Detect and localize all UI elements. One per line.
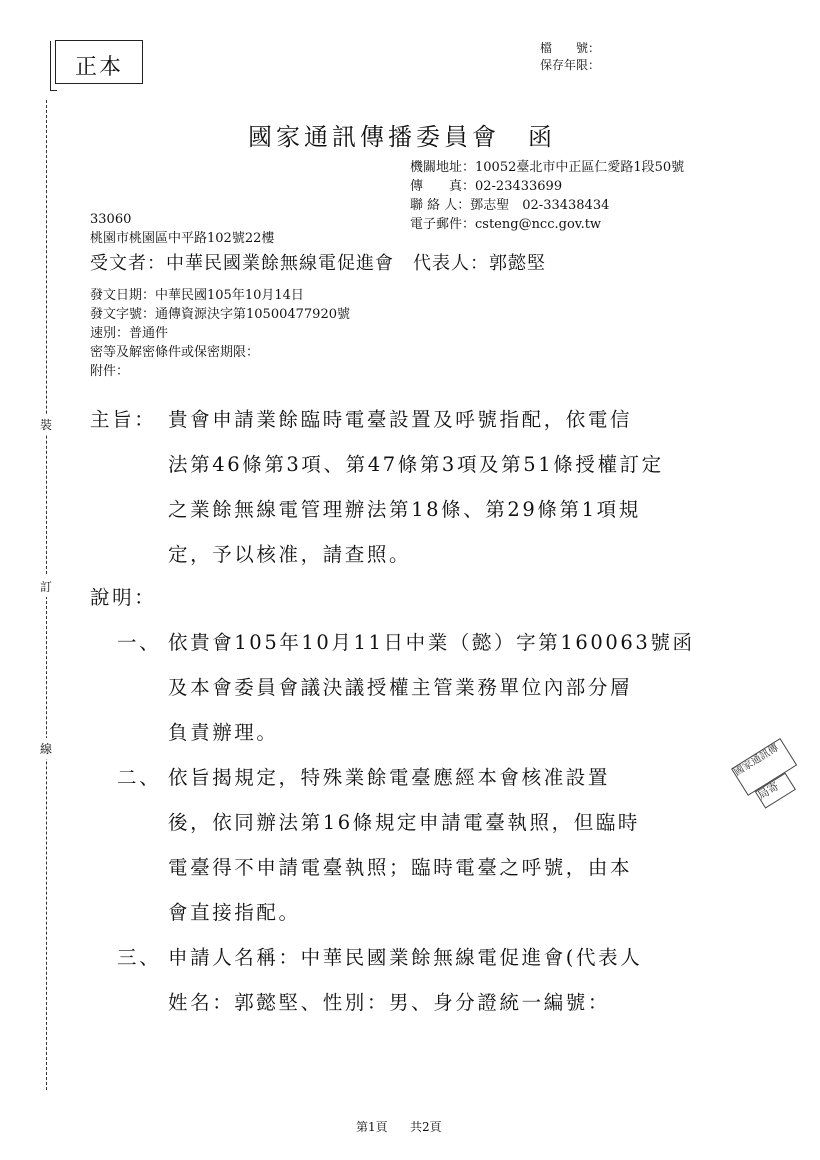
- agency-fax: 傳 真：02-23433699: [410, 179, 563, 194]
- subject-label: 主旨：: [90, 408, 157, 431]
- agency-address: 機關地址：10052臺北市中正區仁愛路1段50號: [410, 160, 685, 175]
- explanation-item-line: 電臺得不申請電臺執照；臨時電臺之呼號，由本: [168, 856, 633, 879]
- explanation-label: 說明：: [90, 586, 157, 609]
- explanation-item-marker: 一、: [117, 631, 162, 654]
- issue-speed: 速別：普通件: [90, 326, 169, 341]
- explanation-item-marker: 三、: [117, 946, 162, 969]
- explanation-item-line: 申請人名稱：中華民國業餘無線電促進會(代表人: [168, 946, 643, 969]
- retention-period-label: 保存年限：: [540, 58, 601, 72]
- binding-mark-ding: 訂: [40, 576, 52, 597]
- binding-mark-xian: 線: [40, 738, 52, 759]
- original-copy-stamp: [55, 40, 143, 84]
- footer-total-pages: 共2頁: [410, 1120, 442, 1134]
- agency-email: 電子郵件：csteng@ncc.gov.tw: [410, 217, 602, 232]
- explanation-item-line: 後，依同辦法第16條規定申請電臺執照，但臨時: [168, 811, 641, 834]
- document-title: 國家通訊傳播委員會 函: [248, 123, 556, 151]
- explanation-item-line: 負責辦理。: [168, 721, 279, 744]
- recipient-line: 受文者：中華民國業餘無線電促進會 代表人：郭懿堅: [90, 253, 546, 274]
- footer-page-number: 第1頁: [356, 1120, 388, 1134]
- recipient-postal-code: 33060: [90, 212, 132, 227]
- explanation-item-marker: 二、: [117, 766, 162, 789]
- subject-line: 定，予以核准，請查照。: [168, 543, 412, 566]
- recipient-address: 桃園市桃園區中平路102號22樓: [90, 231, 275, 246]
- subject-line: 法第46條第3項、第47條第3項及第51條授權訂定: [168, 453, 664, 476]
- agency-seal-stamp: [729, 735, 813, 822]
- explanation-item-line: 會直接指配。: [168, 901, 301, 924]
- issue-secrecy: 密等及解密條件或保密期限：: [90, 345, 260, 360]
- seal-text-top: 國家通訊傳: [731, 738, 797, 796]
- explanation-item-line: 依旨揭規定，特殊業餘電臺應經本會核准設置: [168, 766, 611, 789]
- binding-mark-zhuang: 裝: [40, 414, 52, 435]
- seal-text-bottom: 局寄: [755, 773, 796, 809]
- file-number-label: 檔 號：: [540, 41, 601, 55]
- explanation-item-line: 及本會委員會議決議授權主管業務單位內部分層: [168, 676, 633, 699]
- issue-date: 發文日期：中華民國105年10月14日: [90, 288, 304, 303]
- issue-attachment: 附件：: [90, 364, 130, 379]
- stamp-label: 正本: [74, 55, 123, 80]
- subject-line: 貴會申請業餘臨時電臺設置及呼號指配，依電信: [168, 408, 633, 431]
- agency-contact: 聯 絡 人：鄧志聖 02-33438434: [410, 198, 610, 213]
- explanation-item-line: 依貴會105年10月11日中業（懿）字第160063號函: [168, 631, 695, 654]
- issue-number: 發文字號：通傳資源決字第10500477920號: [90, 307, 350, 322]
- subject-line: 之業餘無線電管理辦法第18條、第29條第1項規: [168, 498, 641, 521]
- explanation-item-line: 姓名：郭懿堅、性別：男、身分證統一編號：: [168, 991, 611, 1014]
